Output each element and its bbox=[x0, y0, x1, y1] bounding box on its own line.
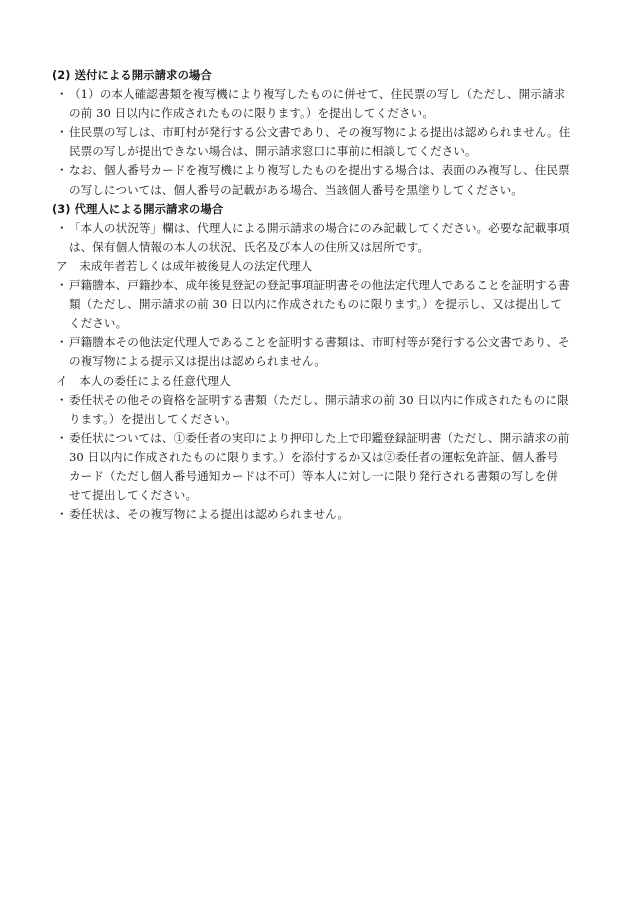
bullet-line: 「本人の状況等」欄は、代理人による開示請求の場合にのみ記載してください。必要な記載事項 bbox=[69, 220, 570, 235]
bullet-line: は、保有個人情報の本人の状況、氏名及び本人の住所又は居所です。 bbox=[69, 239, 430, 254]
section-2-bullet-3 bbox=[52, 161, 588, 199]
document-content bbox=[52, 66, 588, 524]
subsection-a-bullet-1 bbox=[52, 276, 588, 333]
section-2-bullet-2 bbox=[52, 123, 588, 161]
bullet-mark: ・ bbox=[56, 430, 68, 445]
bullet-mark: ・ bbox=[56, 507, 68, 522]
bullet-line: 委任状その他その資格を証明する書類（ただし、開示請求の前 30 日以内に作成されたものに限 bbox=[69, 392, 569, 407]
bullet-mark: ・ bbox=[56, 87, 68, 102]
bullet-line: 30 日以内に作成されたものに限ります。）を添付するか又は②委任者の運転免許証、個人番号 bbox=[69, 449, 559, 464]
bullet-line: 戸籍謄本、戸籍抄本、成年後見登記の登記事項証明書その他法定代理人であることを証明する書 bbox=[69, 278, 570, 293]
bullet-line: 戸籍謄本その他法定代理人であることを証明する書類は、市町村等が発行する公文書であり、そ bbox=[69, 335, 570, 350]
bullet-line: カード（ただし個人番号通知カードは不可）等本人に対し一に限り発行される書類の写しを併 bbox=[69, 468, 559, 483]
section-2-heading: (2) 送付による開示請求の場合 bbox=[52, 68, 212, 82]
bullet-mark: ・ bbox=[56, 335, 68, 350]
subsection-b-bullet-2 bbox=[52, 429, 588, 505]
bullet-mark: ・ bbox=[56, 125, 68, 140]
bullet-mark: ・ bbox=[56, 163, 68, 178]
bullet-line: の写しについては、個人番号の記載がある場合、当該個人番号を黒塗りしてください。 bbox=[69, 182, 523, 197]
bullet-mark: ・ bbox=[56, 392, 68, 407]
bullet-mark: ・ bbox=[56, 220, 68, 235]
bullet-line: 委任状は、その複写物による提出は認められません。 bbox=[69, 507, 350, 522]
bullet-line: せて提出してください。 bbox=[69, 488, 198, 503]
bullet-line: の前 30 日以内に作成されたものに限ります。）を提出してください。 bbox=[69, 106, 434, 121]
bullet-line: の複写物による提示又は提出は認められません。 bbox=[69, 354, 326, 369]
subsection-a-heading: ア 未成年者若しくは成年被後見人の法定代理人 bbox=[56, 258, 313, 273]
bullet-line: 類（ただし、開示請求の前 30 日以内に作成されたものに限ります。）を提示し、又は提出して bbox=[69, 297, 562, 312]
subsection-a-bullet-2 bbox=[52, 333, 588, 371]
bullet-line: （1）の本人確認書類を複写機により複写したものに併せて、住民票の写し（ただし、開示請求 bbox=[69, 87, 566, 102]
bullet-line: ください。 bbox=[69, 316, 128, 331]
bullet-line: ります。）を提出してください。 bbox=[69, 411, 237, 426]
section-3-heading: (3) 代理人による開示請求の場合 bbox=[52, 201, 224, 216]
bullet-line: なお、個人番号カードを複写機により複写したものを提出する場合は、表面のみ複写し、住民票 bbox=[69, 163, 570, 178]
section-2-bullet-1 bbox=[52, 85, 588, 123]
bullet-mark: ・ bbox=[56, 278, 68, 293]
subsection-b-heading: イ 本人の委任による任意代理人 bbox=[56, 373, 231, 388]
subsection-b-bullet-3 bbox=[52, 505, 588, 524]
subsection-b-bullet-1 bbox=[52, 391, 588, 429]
section-3-intro-bullet bbox=[52, 219, 588, 257]
bullet-line: 住民票の写しは、市町村が発行する公文書であり、その複写物による提出は認められません。住 bbox=[69, 125, 571, 140]
bullet-line: 委任状については、①委任者の実印により押印した上で印鑑登録証明書（ただし、開示請求の前 bbox=[69, 430, 570, 445]
bullet-line: 民票の写しが提出できない場合は、開示請求窓口に事前に相談してください。 bbox=[69, 144, 477, 159]
